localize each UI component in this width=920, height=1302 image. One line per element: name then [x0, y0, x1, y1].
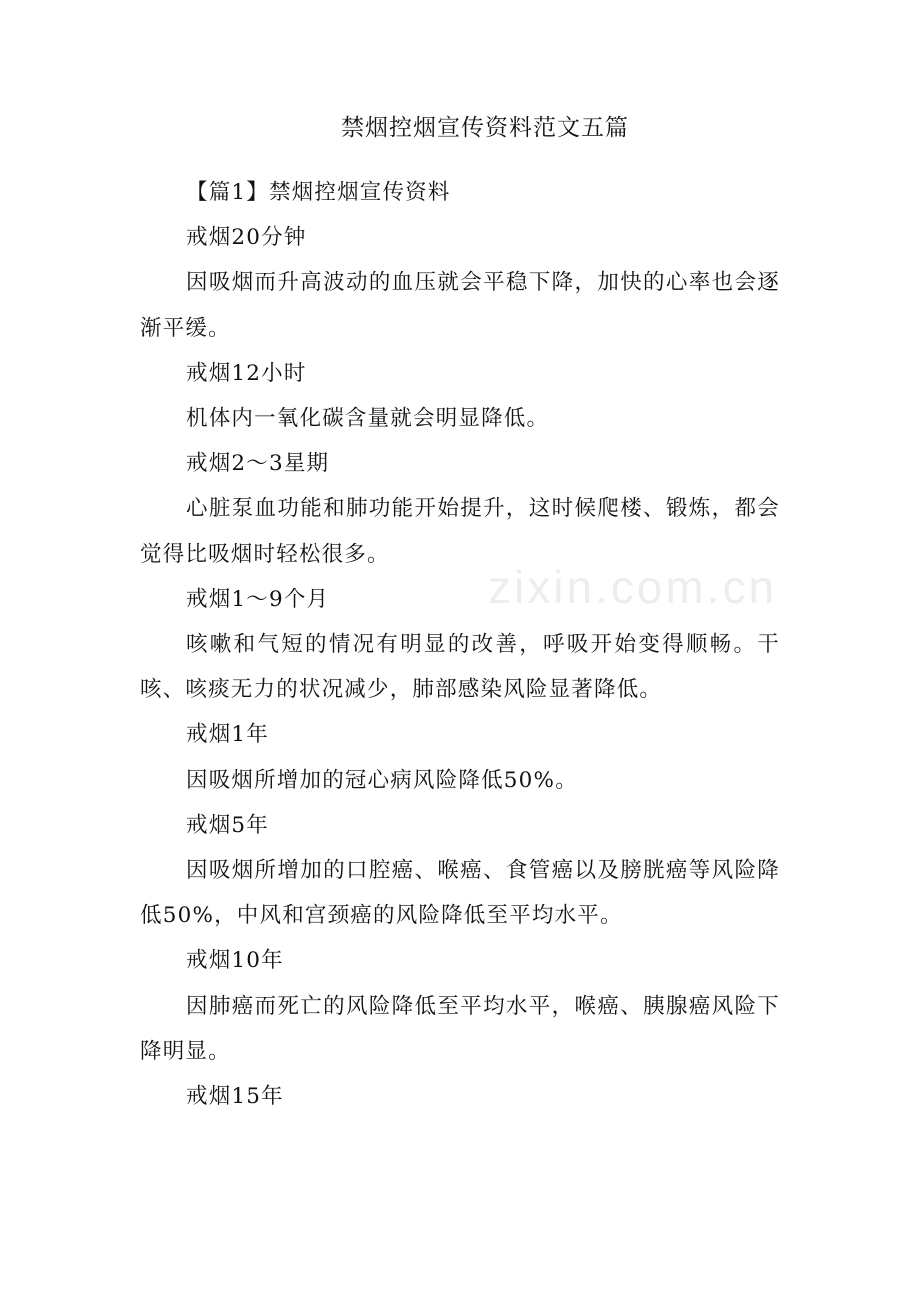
milestone-description: 咳嗽和气短的情况有明显的改善，呼吸开始变得顺畅。干咳、咳痰无力的状况减少，肺部感染风险显著降低。 — [140, 632, 780, 703]
section-heading: 【篇1】禁烟控烟宣传资料 — [186, 180, 451, 205]
milestone-description: 心脏泵血功能和肺功能开始提升，这时候爬楼、锻炼，都会觉得比吸烟时轻松很多。 — [140, 496, 780, 567]
milestone-heading: 戒烟5年 — [186, 812, 269, 838]
milestone-description: 因吸烟而升高波动的血压就会平稳下降，加快的心率也会逐渐平缓。 — [140, 270, 780, 341]
milestone-description: 机体内一氧化碳含量就会明显降低。 — [186, 406, 550, 432]
milestone-heading: 戒烟12小时 — [186, 360, 307, 386]
milestone-heading: 戒烟1～9个月 — [186, 586, 330, 612]
milestone-heading: 戒烟2～3星期 — [186, 451, 330, 477]
milestone-heading: 戒烟20分钟 — [186, 225, 307, 251]
document-title: 禁烟控烟宣传资料范文五篇 — [341, 115, 629, 141]
milestone-heading: 戒烟15年 — [186, 1084, 284, 1110]
milestone-heading: 戒烟10年 — [186, 948, 284, 974]
milestone-description: 因肺癌而死亡的风险降低至平均水平，喉癌、胰腺癌风险下降明显。 — [140, 993, 780, 1064]
document-body — [140, 170, 780, 1119]
milestone-heading: 戒烟1年 — [186, 722, 269, 748]
milestone-description: 因吸烟所增加的冠心病风险降低50%。 — [186, 767, 578, 793]
milestone-description: 因吸烟所增加的口腔癌、喉癌、食管癌以及膀胱癌等风险降低50%，中风和宫颈癌的风险降低至平均水平。 — [140, 858, 780, 929]
watermark: zixin.com.cn — [488, 561, 778, 613]
